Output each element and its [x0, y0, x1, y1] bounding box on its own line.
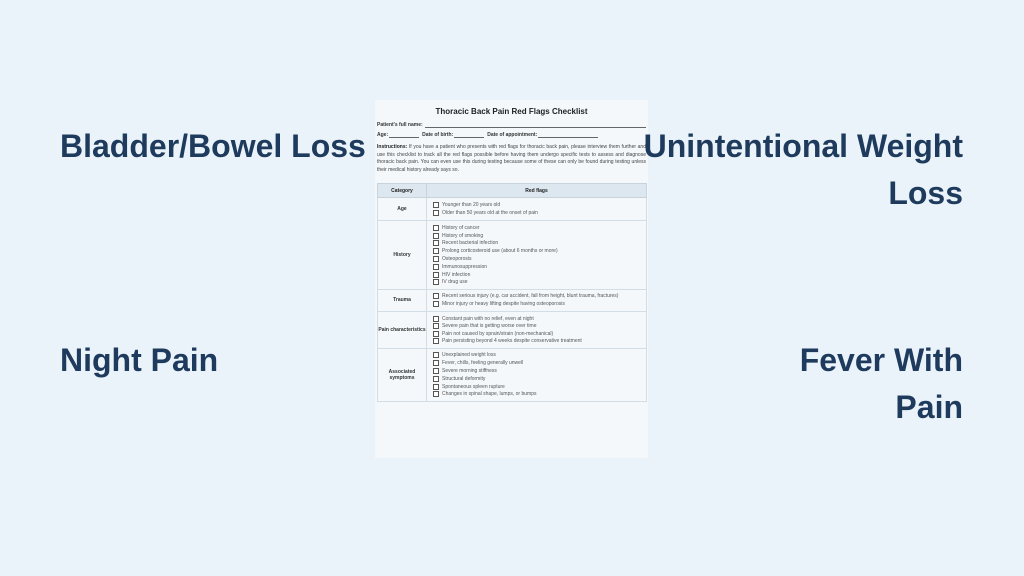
appointment-field — [487, 132, 598, 138]
checklist-item — [427, 224, 646, 232]
table-row — [378, 220, 647, 289]
dob-label: Date of birth: — [422, 132, 454, 138]
age-field — [377, 132, 419, 138]
flag-text: Older than 50 years old at the onset of pain — [442, 210, 538, 217]
instructions-text: If you have a patient who presents with red flags for thoracic back pain, please interview them further and use this checklist to track all the red flags possible before having them undergo specific tests to assess and diagnose thoracic back pain. You can even use this during testing because some of these can only be found during testing unless their medical history already says so. — [377, 144, 646, 173]
flags-cell — [427, 311, 647, 348]
flag-text: Osteoporosis — [442, 256, 472, 263]
checklist-item — [427, 271, 646, 279]
checkbox[interactable] — [433, 384, 439, 390]
label-unintentional-weight-loss: Unintentional Weight Loss — [643, 128, 963, 211]
label-fever-with-pain: Fever With Pain — [799, 342, 963, 425]
checkbox[interactable] — [433, 256, 439, 262]
flags-cell — [427, 220, 647, 289]
checklist-document — [375, 100, 648, 458]
age-label: Age: — [377, 132, 389, 138]
flag-text: Younger than 20 years old — [442, 202, 501, 209]
red-flags-body — [378, 198, 647, 402]
checkbox[interactable] — [433, 338, 439, 344]
checkbox[interactable] — [433, 264, 439, 270]
table-row — [378, 348, 647, 402]
appointment-blank — [538, 132, 598, 138]
checklist-item — [427, 338, 646, 345]
instructions — [377, 144, 646, 174]
label-night-pain: Night Pain — [60, 342, 219, 378]
flag-text: Unexplained weight loss — [442, 352, 496, 359]
flag-text: Pain persisting beyond 4 weeks despite conservative treatment — [442, 338, 582, 345]
checklist-item — [427, 315, 646, 323]
flag-text: Changes in spinal shape, lumps, or bumps — [442, 391, 537, 398]
checkbox[interactable] — [433, 225, 439, 231]
appointment-label: Date of appointment: — [487, 132, 538, 138]
flag-text: Recent bacterial infection — [442, 240, 499, 247]
checklist-item — [427, 391, 646, 399]
table-row — [378, 198, 647, 221]
checklist-item — [427, 247, 646, 255]
dob-blank — [454, 132, 484, 138]
patient-name-blank — [425, 122, 646, 128]
checklist-item — [427, 255, 646, 263]
checkbox[interactable] — [433, 293, 439, 299]
checklist-item — [427, 240, 646, 248]
checklist-item — [427, 383, 646, 391]
checklist-item — [427, 300, 646, 308]
label-bladder-bowel-loss: Bladder/Bowel Loss — [60, 128, 366, 164]
checkbox[interactable] — [433, 316, 439, 322]
red-flags-table — [377, 183, 647, 402]
checklist-item — [427, 330, 646, 338]
checklist-item — [427, 359, 646, 367]
flag-text: Constant pain with no relief, even at night — [442, 315, 534, 322]
checklist-item — [427, 367, 646, 375]
table-header-row — [378, 184, 647, 198]
patient-name-field — [377, 122, 646, 128]
flags-cell — [427, 290, 647, 311]
col-flags-header: Red flags — [427, 184, 647, 198]
checkbox[interactable] — [433, 376, 439, 382]
checklist-item — [427, 201, 646, 209]
flag-text: IV drug use — [442, 279, 468, 286]
flags-cell — [427, 198, 647, 221]
checkbox[interactable] — [433, 210, 439, 216]
category-cell: Age — [378, 198, 427, 221]
category-cell: Trauma — [378, 290, 427, 311]
dob-field — [422, 132, 484, 138]
flag-text: Prolong corticosteroid use (about 6 months or more) — [442, 248, 558, 255]
flags-cell — [427, 348, 647, 402]
checkbox[interactable] — [433, 360, 439, 366]
category-cell: History — [378, 220, 427, 289]
category-cell: Pain characteristics — [378, 311, 427, 348]
flag-text: Structural deformity — [442, 375, 486, 382]
checklist-item — [427, 263, 646, 271]
document-title: Thoracic Back Pain Red Flags Checklist — [435, 107, 588, 116]
checklist-item — [427, 375, 646, 383]
table-row — [378, 311, 647, 348]
flag-text: Severe morning stiffness — [442, 368, 497, 375]
patient-details-row — [377, 132, 646, 138]
checklist-item — [427, 209, 646, 217]
checklist-item — [427, 322, 646, 330]
checkbox[interactable] — [433, 248, 439, 254]
flag-text: Recent serious injury (e.g. car accident, fall from height, blunt trauma, fractures) — [442, 293, 619, 300]
checkbox[interactable] — [433, 391, 439, 397]
category-cell: Associated symptoms — [378, 348, 427, 402]
flag-text: Severe pain that is getting worse over time — [442, 323, 537, 330]
flag-text: Immunosuppression — [442, 263, 488, 270]
checkbox[interactable] — [433, 202, 439, 208]
checkbox[interactable] — [433, 233, 439, 239]
checklist-item — [427, 352, 646, 360]
checkbox[interactable] — [433, 368, 439, 374]
checklist-item — [427, 232, 646, 240]
flag-text: Minor injury or heavy lifting despite having osteoporosis — [442, 300, 565, 307]
flag-text: Spontaneous spleen rupture — [442, 383, 505, 390]
checklist-item — [427, 293, 646, 300]
flag-text: Fever, chills, feeling generally unwell — [442, 360, 524, 367]
instructions-label: Instructions: — [377, 144, 408, 150]
flag-text: History of cancer — [442, 224, 480, 231]
checklist-item — [427, 279, 646, 287]
flag-text: History of smoking — [442, 232, 484, 239]
age-blank — [389, 132, 419, 138]
checkbox[interactable] — [433, 272, 439, 278]
checkbox[interactable] — [433, 331, 439, 337]
table-row — [378, 290, 647, 311]
checkbox[interactable] — [433, 301, 439, 307]
checkbox[interactable] — [433, 240, 439, 246]
flag-text: HIV infection — [442, 271, 471, 278]
checkbox[interactable] — [433, 323, 439, 329]
checkbox[interactable] — [433, 352, 439, 358]
patient-name-label: Patient's full name: — [377, 122, 423, 128]
col-category-header: Category — [378, 184, 427, 198]
checkbox[interactable] — [433, 279, 439, 285]
flag-text: Pain not caused by sprain/strain (non-mechanical) — [442, 331, 554, 338]
